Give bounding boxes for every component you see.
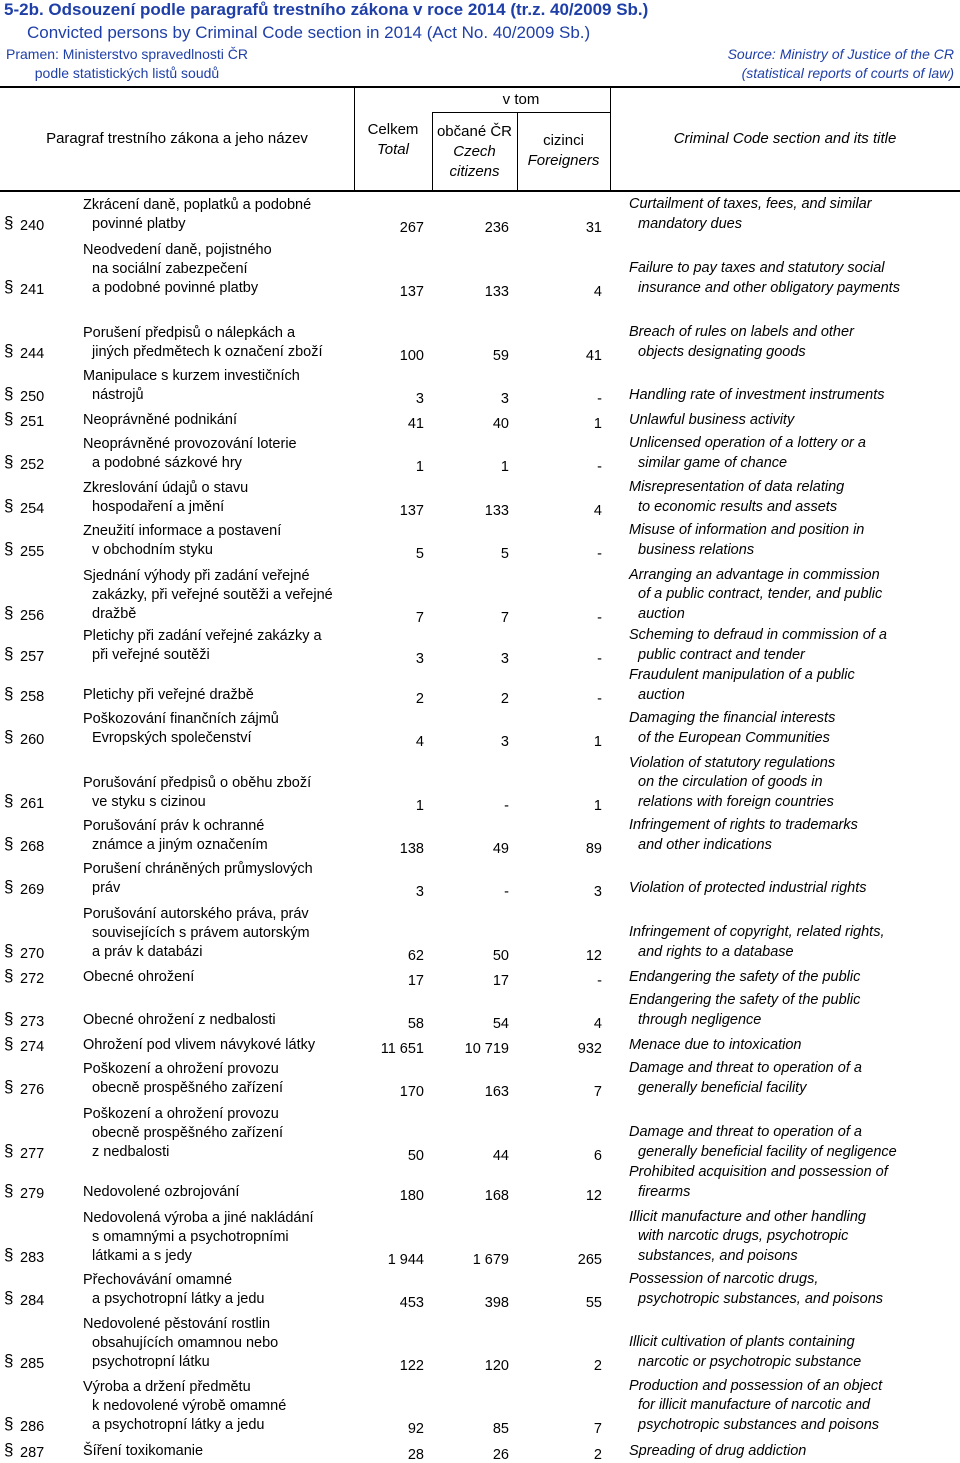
title-en-line: auction	[638, 605, 685, 622]
section-number: 269	[20, 882, 45, 898]
col-header-total-cz: Celkem	[367, 121, 419, 138]
title-cz-line: Obecné ohrožení z nedbalosti	[83, 1012, 276, 1028]
title-en-line: substances, and poisons	[638, 1247, 798, 1264]
section-number: 257	[20, 649, 45, 665]
section-number: 268	[20, 839, 45, 855]
section-number: 260	[20, 732, 45, 748]
foreign-value: 1	[593, 798, 602, 814]
title-cz-line: Nedovolené pěstování rostlin	[83, 1316, 271, 1332]
total-value: 17	[407, 973, 424, 989]
total-value: 137	[399, 284, 424, 300]
title-en-line: Arranging an advantage in commission	[629, 566, 880, 583]
total-value: 4	[415, 734, 424, 750]
title-en-line: Menace due to intoxication	[629, 1036, 802, 1053]
title-cz-line: s omamnými a psychotropními	[92, 1229, 289, 1245]
title-cz-line: souvisejících s právem autorským	[92, 925, 310, 941]
total-value: 453	[399, 1295, 424, 1311]
col-header-czech-cz: občané ČR	[436, 123, 513, 140]
source-en	[728, 45, 954, 83]
czech-value: 17	[492, 973, 509, 989]
title-en-line: firearms	[638, 1183, 691, 1200]
title-en-line: Unlicensed operation of a lottery or a	[629, 435, 866, 451]
title-cz-line: Porušování práv k ochranné	[83, 818, 265, 834]
title-en-line: and rights to a database	[638, 943, 794, 960]
section-number: 255	[20, 544, 45, 560]
czech-value: 44	[492, 1148, 509, 1164]
section-symbol: §	[4, 1414, 14, 1433]
title-cz-line: Pletichy při veřejné dražbě	[83, 687, 254, 703]
section-symbol: §	[4, 452, 14, 471]
title-cz-line: látkami a s jedy	[92, 1248, 192, 1264]
section-symbol: §	[4, 1034, 14, 1053]
title-cz-line: obecně prospěšného zařízení	[92, 1125, 284, 1141]
title-cz-line: a podobné povinné platby	[92, 280, 259, 296]
title-cz-line: zakázky, při veřejné soutěži a veřejné	[92, 587, 333, 603]
table-row	[0, 164, 960, 234]
section-number: 272	[20, 971, 45, 987]
czech-value: 3	[500, 651, 509, 667]
title-en-line: Endangering the safety of the public	[629, 968, 861, 985]
section-symbol: §	[4, 1245, 14, 1264]
table-row	[0, 490, 960, 560]
czech-value: 10 719	[464, 1041, 509, 1057]
title-en-line: Production and possession of an object	[629, 1377, 883, 1394]
section-number: 285	[20, 1356, 45, 1372]
section-number: 283	[20, 1250, 45, 1266]
foreign-value: 932	[577, 1041, 602, 1057]
total-value: 100	[399, 348, 424, 364]
czech-value: 54	[492, 1016, 509, 1032]
title-cz-line: k nedovolené výrobě omamné	[92, 1398, 287, 1414]
title-en-line: of the European Communities	[638, 729, 830, 746]
czech-value: 26	[492, 1447, 509, 1463]
title-en-line: similar game of chance	[638, 454, 788, 471]
source-en-line: (statistical reports of courts of law)	[741, 65, 954, 81]
page-title: 5-2b. Odsouzení podle paragrafů trestního zákona v roce 2014 (tr.z. 40/2009 Sb.)	[4, 0, 649, 19]
czech-value: 40	[492, 416, 509, 432]
title-cz-line: a psychotropní látky a jedu	[92, 1417, 265, 1433]
foreign-value: 7	[593, 1421, 602, 1437]
foreign-value: -	[597, 651, 602, 667]
section-symbol: §	[4, 644, 14, 663]
czech-value: 1	[500, 459, 509, 475]
title-en-line: Infringement of rights to trademarks	[629, 817, 858, 833]
czech-value: 3	[500, 391, 509, 407]
section-symbol: §	[4, 384, 14, 403]
total-value: 92	[407, 1421, 424, 1437]
total-value: 5	[415, 546, 424, 562]
title-cz-line: a psychotropní látky a jedu	[92, 1291, 265, 1307]
section-symbol: §	[4, 1351, 14, 1370]
section-symbol: §	[4, 603, 14, 622]
title-en-line: Illicit manufacture and other handling	[629, 1208, 866, 1225]
title-cz-line: Neoprávněné provozování loterie	[83, 436, 297, 452]
section-symbol: §	[4, 409, 14, 428]
section-number: 252	[20, 457, 45, 473]
title-en-line: and other indications	[638, 836, 772, 853]
section-number: 254	[20, 501, 45, 517]
title-cz-line: Neoprávněné podnikání	[83, 412, 237, 428]
title-cz-line: práv	[92, 880, 121, 896]
foreign-value: -	[597, 973, 602, 989]
section-symbol: §	[4, 277, 14, 296]
title-cz-line: Poškození a ohrožení provozu	[83, 1061, 279, 1077]
title-en-line: for illicit manufacture of narcotic and	[638, 1397, 871, 1413]
source-cz	[6, 45, 248, 83]
czech-value: -	[504, 884, 509, 900]
title-en-line: Violation of statutory regulations	[629, 754, 836, 771]
table-row	[0, 828, 960, 898]
title-cz-line: dražbě	[92, 606, 137, 622]
total-value: 2	[415, 691, 424, 707]
title-en-line: relations with foreign countries	[638, 793, 834, 810]
czech-value: 3	[500, 734, 509, 750]
title-en-line: auction	[638, 686, 685, 703]
czech-value: 59	[492, 348, 509, 364]
total-value: 137	[399, 503, 424, 519]
title-en-line: to economic results and assets	[638, 498, 838, 515]
title-en-line: insurance and other obligatory payments	[638, 279, 900, 296]
section-number: 273	[20, 1014, 45, 1030]
section-symbol: §	[4, 1440, 14, 1459]
section-number: 274	[20, 1039, 45, 1055]
title-en-line: Illicit cultivation of plants containing	[629, 1334, 855, 1350]
title-cz-line: psychotropní látku	[92, 1354, 210, 1370]
title-cz-line: a podobné sázkové hry	[92, 455, 242, 471]
table-row	[0, 1391, 960, 1461]
title-cz-line: Ohrožení pod vlivem návykové látky	[83, 1037, 316, 1053]
title-cz-line: Zkreslování údajů o stavu	[83, 480, 249, 496]
section-title-en	[629, 1442, 959, 1462]
title-en-line: mandatory dues	[638, 215, 742, 232]
title-en-line: Damage and threat to operation of a	[629, 1060, 862, 1076]
foreign-value: 4	[593, 1016, 602, 1032]
foreign-value: 41	[585, 348, 602, 364]
source-en-line: Source: Ministry of Justice of the CR	[727, 46, 954, 62]
title-en-line: Violation of protected industrial rights	[629, 879, 867, 896]
section-symbol: §	[4, 684, 14, 703]
section-symbol: §	[4, 727, 14, 746]
total-value: 3	[415, 651, 424, 667]
page-subtitle: Convicted persons by Criminal Code section in 2014 (Act No. 40/2009 Sb.)	[27, 23, 591, 42]
total-value: 62	[407, 948, 424, 964]
total-value: 267	[399, 220, 424, 236]
title-cz-line: Pletichy při zadání veřejné zakázky a	[83, 628, 322, 644]
col-header-foreign-cz: cizinci	[543, 132, 584, 149]
section-symbol: §	[4, 791, 14, 810]
section-number: 250	[20, 389, 45, 405]
col-header-of-which: v tom	[502, 91, 540, 108]
title-en-line: Failure to pay taxes and statutory social	[629, 260, 885, 276]
title-cz-line: Výroba a držení předmětu	[83, 1379, 251, 1395]
total-value: 138	[399, 841, 424, 857]
section-cell	[0, 1441, 44, 1461]
title-cz-line: povinné platby	[92, 216, 186, 232]
title-cz-line: Obecné ohrožení	[83, 969, 195, 985]
section-number: 258	[20, 689, 45, 705]
title-en-line: psychotropic substances and poisons	[638, 1416, 880, 1433]
section-symbol: §	[4, 941, 14, 960]
title-cz-line: ve styku s cizinou	[92, 794, 206, 810]
section-number: 277	[20, 1146, 45, 1162]
foreign-value: -	[597, 459, 602, 475]
total-value: 1	[415, 459, 424, 475]
title-en-line: generally beneficial facility	[638, 1079, 807, 1096]
table-row	[0, 1028, 960, 1098]
title-en-line: Breach of rules on labels and other	[629, 324, 854, 340]
foreign-value: -	[597, 691, 602, 707]
title-cz-line: Evropských společenství	[92, 730, 252, 746]
title-cz-line: při veřejné soutěži	[92, 647, 210, 663]
foreign-value: 265	[577, 1252, 602, 1268]
section-number: 284	[20, 1293, 45, 1309]
total-value: 11 651	[380, 1041, 424, 1057]
title-cz-line: Nedovolené ozbrojování	[83, 1184, 240, 1200]
czech-value: 133	[484, 503, 509, 519]
title-cz-line: Porušení chráněných průmyslových	[83, 861, 313, 877]
table-row	[0, 1132, 960, 1202]
title-en-line: Scheming to defraud in commission of a	[629, 627, 887, 643]
foreign-value: 89	[585, 841, 602, 857]
czech-value: 49	[492, 841, 509, 857]
foreign-value: 12	[585, 948, 602, 964]
title-cz-line: Porušení předpisů o nálepkách a	[83, 325, 296, 341]
title-cz-line: v obchodním styku	[92, 542, 213, 558]
col-header-section-cz: Paragraf trestního zákona a jeho název	[46, 130, 308, 147]
title-en-line: psychotropic substances, and poisons	[638, 1290, 884, 1307]
foreign-value: 1	[593, 734, 602, 750]
title-cz-line: obecně prospěšného zařízení	[92, 1080, 284, 1096]
foreign-value: 7	[593, 1084, 602, 1100]
foreign-value: 31	[585, 220, 602, 236]
section-symbol: §	[4, 877, 14, 896]
title-cz-line: Nedovolená výroba a jiné nakládání	[83, 1210, 314, 1226]
total-value: 28	[407, 1447, 424, 1463]
col-header-section-en: Criminal Code section and its title	[673, 130, 897, 147]
section-number: 240	[20, 218, 45, 234]
foreign-value: 2	[593, 1358, 602, 1374]
title-cz-line: Přechovávání omamné	[83, 1272, 233, 1288]
section-number: 244	[20, 346, 45, 362]
title-en-line: on the circulation of goods in	[638, 774, 823, 790]
section-symbol: §	[4, 834, 14, 853]
czech-value: 85	[492, 1421, 509, 1437]
title-cz-line: Porušování předpisů o oběhu zboží	[83, 775, 312, 791]
foreign-value: 4	[593, 503, 602, 519]
czech-value: 120	[484, 1358, 509, 1374]
section-number: 270	[20, 946, 45, 962]
czech-value: 7	[500, 610, 509, 626]
table-row	[0, 678, 960, 748]
foreign-value: 4	[593, 284, 602, 300]
title-en-line: Fraudulent manipulation of a public	[629, 667, 855, 683]
total-value: 3	[415, 884, 424, 900]
section-symbol: §	[4, 1288, 14, 1307]
table-top-rule	[0, 86, 960, 88]
foreign-value: 1	[593, 416, 602, 432]
title-en-line: Damaging the financial interests	[629, 710, 836, 726]
czech-value: 50	[492, 948, 509, 964]
title-cz-line: z nedbalosti	[92, 1144, 170, 1160]
table-row	[0, 1302, 960, 1372]
section-symbol: §	[4, 341, 14, 360]
czech-value: 2	[500, 691, 509, 707]
czech-value: 5	[500, 546, 509, 562]
section-symbol: §	[4, 213, 14, 232]
title-en-line: Damage and threat to operation of a	[629, 1124, 862, 1140]
czech-value: 1 679	[472, 1252, 509, 1268]
total-value: 3	[415, 391, 424, 407]
foreign-value: 12	[585, 1188, 602, 1204]
title-en-line: Spreading of drug addiction	[629, 1442, 807, 1459]
foreign-value: 6	[593, 1148, 602, 1164]
section-number: 286	[20, 1419, 45, 1435]
col-header-total-en: Total	[377, 141, 409, 158]
total-value: 170	[399, 1084, 424, 1100]
title-cz-line: Sjednání výhody při zadání veřejné	[83, 568, 310, 584]
title-cz-line: Manipulace s kurzem investičních	[83, 368, 300, 384]
total-value: 41	[407, 416, 424, 432]
title-en-line: through negligence	[638, 1011, 762, 1028]
title-cz-line: na sociální zabezpečení	[92, 261, 248, 277]
col-header-czech-en: Czech	[453, 143, 496, 160]
section-symbol: §	[4, 966, 14, 985]
section-number: 279	[20, 1186, 45, 1202]
title-en-line: with narcotic drugs, psychotropic	[638, 1228, 849, 1244]
title-cz-line: známce a jiným označením	[92, 837, 268, 853]
section-title-cz	[83, 241, 368, 298]
title-cz-line: Porušování autorského práva, práv	[83, 906, 309, 922]
table-row	[0, 228, 960, 298]
czech-value: 236	[484, 220, 509, 236]
title-cz-line: jiných předmětech k označení zboží	[92, 344, 323, 360]
title-cz-line: nástrojů	[92, 387, 144, 403]
foreign-value: -	[597, 546, 602, 562]
source-cz-line: Pramen: Ministerstvo spravedlnosti ČR	[6, 46, 248, 62]
title-en-line: objects designating goods	[638, 343, 806, 360]
total-value: 180	[399, 1188, 424, 1204]
section-symbol: §	[4, 496, 14, 515]
czech-value: 398	[484, 1295, 509, 1311]
title-en-line: Infringement of copyright, related rights,	[629, 924, 885, 940]
col-header-czech-en: citizens	[449, 163, 500, 180]
title-en-line: narcotic or psychotropic substance	[638, 1353, 862, 1370]
czech-value: -	[504, 798, 509, 814]
title-cz-line: hospodaření a jmění	[92, 499, 225, 515]
section-title-cz	[83, 1442, 368, 1461]
section-symbol: §	[4, 539, 14, 558]
foreign-value: -	[597, 391, 602, 407]
title-en-line: business relations	[638, 541, 755, 558]
total-value: 1 944	[387, 1252, 424, 1268]
total-value: 122	[399, 1358, 424, 1374]
title-cz-line: Šíření toxikomanie	[83, 1443, 204, 1459]
czech-value: 133	[484, 284, 509, 300]
czech-value: 163	[484, 1084, 509, 1100]
col-header-total	[354, 120, 432, 160]
section-symbol: §	[4, 1141, 14, 1160]
title-cz-line: a práv k databázi	[92, 944, 203, 960]
total-value: 50	[407, 1148, 424, 1164]
title-cz-line: Neodvedení daně, pojistného	[83, 242, 272, 258]
title-en-line: Possession of narcotic drugs,	[629, 1271, 819, 1287]
title-cz-line: obsahujících omamnou nebo	[92, 1335, 279, 1351]
title-en-line: Curtailment of taxes, fees, and similar	[629, 196, 872, 212]
title-en-line: public contract and tender	[638, 646, 805, 663]
title-en-line: Unlawful business activity	[629, 411, 795, 428]
section-number: 256	[20, 608, 45, 624]
foreign-value: 3	[593, 884, 602, 900]
total-value: 1	[415, 798, 424, 814]
title-en-line: Misuse of information and position in	[629, 522, 865, 538]
section-number: 276	[20, 1082, 45, 1098]
title-en-line: Handling rate of investment instruments	[629, 386, 885, 403]
source-cz-line: podle statistických listů soudů	[34, 65, 220, 81]
foreign-value: -	[597, 610, 602, 626]
section-symbol: §	[4, 1181, 14, 1200]
section-symbol: §	[4, 1009, 14, 1028]
section-number: 287	[20, 1445, 45, 1461]
table-row	[0, 1239, 960, 1309]
subheader-rule	[432, 112, 610, 113]
section-symbol: §	[4, 1077, 14, 1096]
col-header-foreign-en: Foreigners	[527, 152, 600, 169]
section-number: 251	[20, 414, 45, 430]
czech-value: 168	[484, 1188, 509, 1204]
title-cz-line: Zkrácení daně, poplatků a podobné	[83, 197, 312, 213]
title-en-line: of a public contract, tender, and public	[638, 586, 883, 602]
title-cz-line: Zneužití informace a postavení	[83, 523, 282, 539]
title-en-line: Misrepresentation of data relating	[629, 479, 845, 495]
title-cz-line: Poškození a ohrožení provozu	[83, 1106, 279, 1122]
section-number: 261	[20, 796, 45, 812]
total-value: 58	[407, 1016, 424, 1032]
title-en-line: generally beneficial facility of negligence	[638, 1143, 897, 1160]
section-title-cz	[83, 1315, 368, 1372]
section-number: 241	[20, 282, 45, 298]
title-en-line: Prohibited acquisition and possession of	[629, 1164, 888, 1180]
title-en-line: Endangering the safety of the public	[629, 992, 861, 1008]
foreign-value: 2	[593, 1447, 602, 1463]
foreign-value: 55	[585, 1295, 602, 1311]
total-value: 7	[415, 610, 424, 626]
title-cz-line: Poškozování finančních zájmů	[83, 711, 279, 727]
